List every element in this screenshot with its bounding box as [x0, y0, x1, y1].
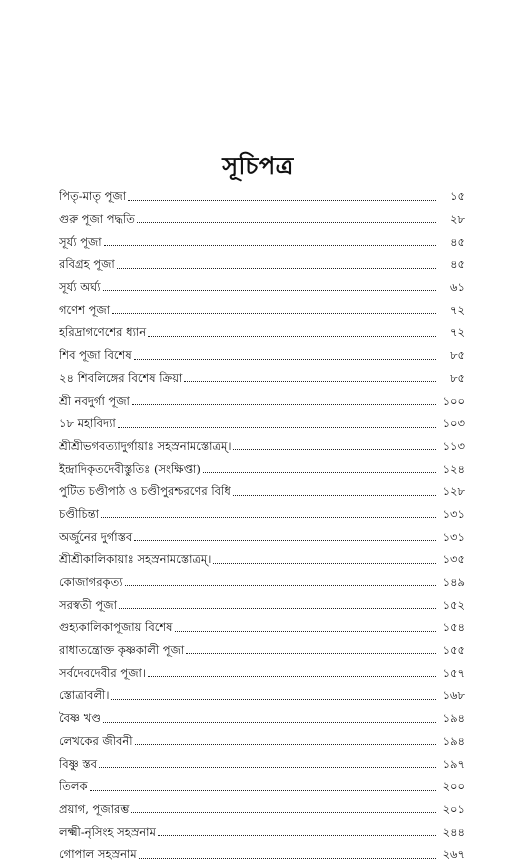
toc-entry [59, 726, 465, 749]
dot-leader [111, 699, 436, 700]
toc-entry-title: শিব পূজা বিশেষ [59, 348, 132, 363]
toc-entry-page-number: ১৯৪ [442, 711, 465, 726]
toc-entry-title: রাধাতন্ত্রোক্ত কৃষ্ণকালী পূজা [59, 643, 185, 658]
toc-entry-page-number: ১১৩ [442, 438, 465, 453]
toc-entry-page-number: ১৫৭ [442, 665, 465, 680]
toc-entry-page-number: ৪৫ [450, 234, 465, 249]
toc-entry-title: শ্রীশ্রীকালিকায়াঃ সহস্রনামস্তোত্রম্। [59, 552, 212, 567]
toc-entry-title: লক্ষ্মী-নৃসিংহ সহস্রনাম [59, 824, 156, 839]
toc-entry-title: পিতৃ-মাতৃ পূজা [59, 189, 127, 204]
page-title: সূচিপত্র [222, 151, 294, 180]
toc-entry [59, 521, 465, 544]
toc-entry [59, 453, 465, 476]
toc-entry [59, 317, 465, 340]
toc-entry-page-number: ৮৫ [450, 348, 465, 363]
toc-entry [59, 612, 465, 635]
dot-leader [103, 722, 436, 723]
toc-entry-page-number: ১৫৫ [442, 643, 465, 658]
dot-leader [203, 472, 436, 473]
toc-entry-title: প্রয়াগ, পূজারম্ভ [59, 801, 130, 816]
toc-entry-page-number: ২৬৭ [442, 847, 465, 862]
dot-leader [112, 313, 436, 314]
toc-entry [59, 340, 465, 363]
toc-entry-page-number: ২০০ [442, 779, 465, 794]
table-of-contents [59, 181, 465, 862]
toc-entry [59, 204, 465, 227]
toc-entry-page-number: ১২৪ [442, 461, 465, 476]
toc-entry-page-number: ৭২ [450, 325, 465, 340]
dot-leader [158, 835, 436, 836]
toc-entry [59, 249, 465, 272]
toc-entry-title: শ্রীশ্রীভগবত্যাদুর্গায়াঃ সহস্রনামস্তোত্রম্। [59, 438, 232, 453]
dot-leader [104, 245, 436, 246]
dot-leader [148, 676, 436, 677]
dot-leader [103, 290, 436, 291]
toc-entry-title: স্তোত্রাবলী। [59, 688, 110, 703]
toc-entry [59, 431, 465, 454]
dot-leader [175, 631, 436, 632]
toc-entry-page-number: ১৪৯ [442, 575, 465, 589]
toc-entry [59, 771, 465, 794]
dot-leader [148, 336, 436, 337]
toc-entry-page-number: ১৫ [450, 189, 465, 204]
toc-entry-title: অর্জুনের দুর্গাস্তব [59, 529, 133, 544]
dot-leader [233, 449, 436, 450]
toc-entry-title: ইন্দ্রাদিকৃতদেবীস্তুতিঃ (সংক্ষিপ্তা) [59, 461, 201, 476]
dot-leader [99, 767, 436, 768]
toc-entry-page-number: ১৯৪ [442, 733, 465, 748]
toc-entry [59, 794, 465, 817]
toc-entry-page-number: ১৩১ [442, 506, 465, 521]
dot-leader [90, 790, 436, 791]
toc-entry [59, 748, 465, 771]
toc-entry [59, 499, 465, 522]
toc-entry [59, 476, 465, 499]
dot-leader [135, 744, 436, 745]
toc-entry-page-number: ১৬৮ [442, 688, 465, 703]
toc-entry-title: বিষ্ণু স্তব [59, 756, 98, 771]
dot-leader [213, 563, 436, 564]
toc-entry [59, 385, 465, 408]
toc-entry-title: গণেশ পূজা [59, 302, 111, 317]
toc-entry-page-number: ৮৫ [450, 370, 465, 385]
toc-entry-page-number: ১৯৭ [442, 756, 465, 771]
toc-entry-title: গোপাল সহস্রনাম [59, 847, 137, 862]
toc-entry-title: লেখকের জীবনী [59, 733, 133, 748]
toc-entry-page-number: ৬১ [450, 280, 465, 295]
toc-entry-page-number: ২০১ [442, 801, 465, 816]
toc-entry-title: কোজাগরকৃত্য [59, 575, 123, 589]
toc-entry-page-number: ৭২ [450, 302, 465, 317]
dot-leader [134, 359, 436, 360]
toc-entry-title: বৈষ্ণ খণ্ড [59, 711, 101, 726]
dot-leader [131, 812, 436, 813]
toc-entry-title: সূর্য্য পূজা [59, 234, 102, 249]
dot-leader [125, 585, 436, 586]
toc-entry-page-number: ১২৮ [442, 484, 465, 499]
toc-entry-title: ১৮ মহাবিদ্যা [59, 416, 116, 431]
toc-entry [59, 408, 465, 431]
toc-entry-page-number: ২৮ [450, 212, 465, 226]
toc-entry-page-number: ৪৫ [450, 257, 465, 272]
dot-leader [119, 608, 436, 609]
toc-entry [59, 544, 465, 567]
dot-leader [101, 517, 436, 518]
toc-entry-page-number: ১০০ [442, 393, 465, 408]
toc-entry [59, 567, 465, 590]
toc-entry [59, 363, 465, 386]
toc-entry [59, 680, 465, 703]
toc-entry [59, 703, 465, 726]
dot-leader [132, 404, 436, 405]
toc-entry-page-number: ১৩১ [442, 529, 465, 544]
toc-entry [59, 635, 465, 658]
toc-entry-page-number: ১০৩ [442, 416, 465, 431]
dot-leader [134, 540, 436, 541]
toc-entry [59, 226, 465, 249]
toc-entry-title: গুহ্যকালিকাপূজায় বিশেষ [59, 620, 173, 635]
toc-entry-title: তিলক [59, 779, 88, 794]
toc-entry-title: শ্রী নবদুর্গা পূজা [59, 393, 130, 408]
dot-leader [139, 858, 436, 859]
toc-entry-page-number: ২৪৪ [442, 824, 465, 839]
toc-entry-page-number: ১৫৪ [442, 620, 465, 635]
dot-leader [137, 222, 436, 223]
toc-entry [59, 839, 465, 862]
dot-leader [117, 268, 436, 269]
toc-entry [59, 589, 465, 612]
dot-leader [118, 427, 436, 428]
toc-entry [59, 816, 465, 839]
toc-entry [59, 272, 465, 295]
toc-entry-title: সূর্য্য অর্ঘ্য [59, 280, 101, 295]
dot-leader [128, 200, 436, 201]
toc-entry-title: সর্বদেবদেবীর পূজা। [59, 665, 146, 680]
toc-entry [59, 294, 465, 317]
toc-entry [59, 657, 465, 680]
toc-entry-title: ২৪ শিবলিঙ্গের বিশেষ ক্রিয়া [59, 370, 183, 385]
toc-entry-title: হরিদ্রাগণেশের ধ্যান [59, 325, 147, 340]
toc-entry-title: চণ্ডীচিন্তা [59, 506, 100, 521]
dot-leader [233, 495, 436, 496]
toc-entry-title: সরস্বতী পূজা [59, 597, 117, 612]
toc-entry [59, 181, 465, 204]
toc-entry-page-number: ১৩৫ [442, 552, 465, 567]
toc-entry-title: গুরু পূজা পদ্ধতি [59, 212, 135, 226]
dot-leader [184, 381, 436, 382]
toc-entry-title: পুটিত চণ্ডীপাঠ ও চণ্ডীপুরশ্চরণের বিধি [59, 484, 231, 499]
dot-leader [186, 653, 436, 654]
toc-entry-title: রবিগ্রহ পূজা [59, 257, 115, 272]
toc-entry-page-number: ১৫২ [442, 597, 465, 612]
